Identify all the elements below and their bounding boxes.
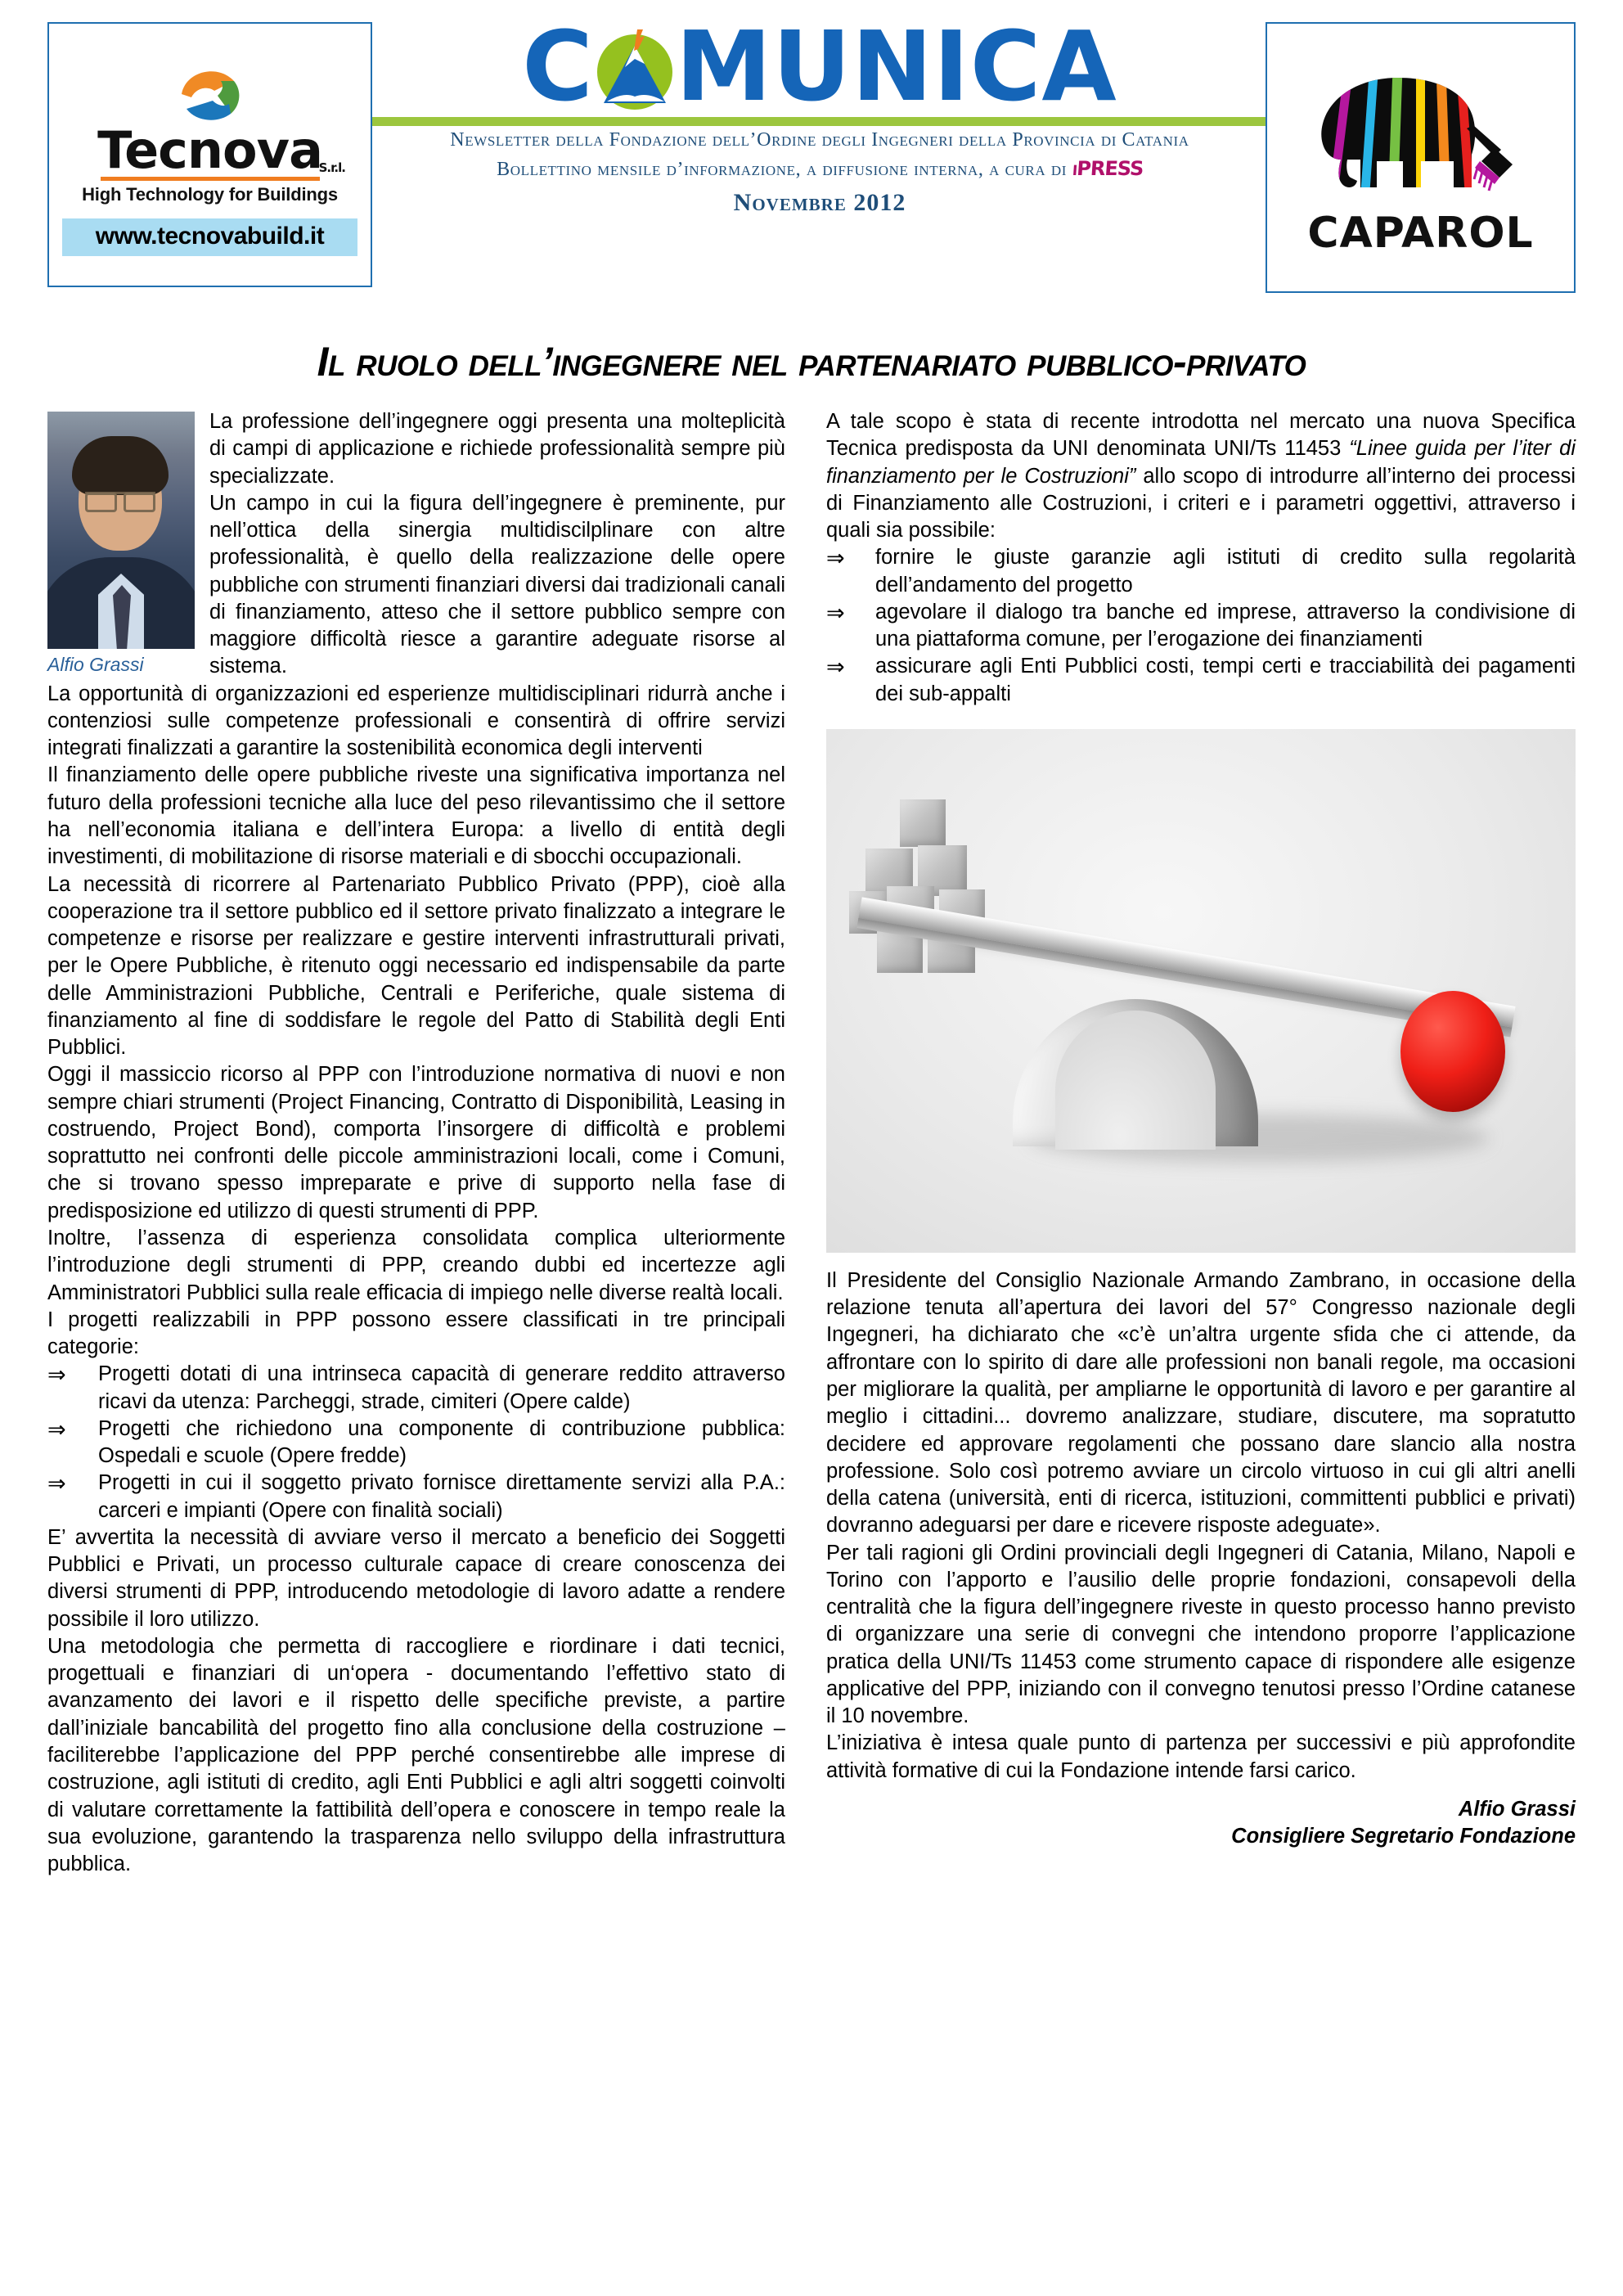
article-body — [47, 408, 1576, 1878]
left-paragraph-10: Una metodologia che permetta di raccogliere e riordinare i dati tecnici, progettuali e finanziari di un‘opera - documentando l’effettivo stato di avanzamento dei lavori e il rispetto delle specifiche previste, a partire dall’iniziale bancabilità del progetto fino alla conclusione della costruzione – faciliterebbe l’applicazione del PPP perché consentirebbe alle imprese di costruzione, agli istituti di credito, agli Enti Pubblici e agli altri soggetti coinvolti di valutare correttamente la fattibilità dell’opera e conoscere in tempo reale la sua evoluzione, garantendo la trasparenza nello sviluppo della infrastruttura pubblica. — [47, 1634, 785, 1876]
arrow-bullet-icon: ⇒ — [826, 546, 845, 572]
masthead-subtitle-line2 — [391, 157, 1248, 181]
caparol-logo — [1267, 56, 1574, 258]
author-photo-caption: Alfio Grassi — [47, 654, 144, 675]
arrow-bullet-icon: ⇒ — [826, 655, 845, 681]
right-intro-paragraph — [826, 408, 1576, 544]
tecnova-logo — [49, 66, 371, 256]
left-paragraph-1: La professione dell’ingegnere oggi presenta una molteplicità di campi di applicazione e richiede professionalità sempre più specializzate. — [209, 410, 785, 488]
arrow-bullet-icon: ⇒ — [47, 1362, 66, 1389]
list-item — [826, 653, 1576, 708]
list-item — [47, 1416, 785, 1470]
newsletter-masthead — [391, 10, 1248, 217]
right-paragraph-1: Il Presidente del Consiglio Nazionale Armando Zambrano, in occasione della relazione tenuta all’apertura dei lavori del 57° Congresso nazionale degli Ingegneri, ha dichiarato che «c’è un’altra urgente sfida che ci attende, da affrontare con lo spirito di dare alle professioni non banali regole, ma occasioni per migliorare la qualità, per ampliarne le opportunità di lavoro e per garantire al meglio i cittadini... dovremo analizzare, studiare, discutere, ma sopratutto decidere ed approvare regolamenti che possano dare slancio alla nostra professione. Solo così potremo avviare un circolo virtuoso in cui gli altri anelli della catena (università, enti di ricerca, istituzioni, committenti pubblici e privati) dovranno adeguarsi per dare e ricevere risposte adeguate». — [826, 1268, 1576, 1537]
masthead-subtitle-line1: Newsletter della Fondazione dell’Ordine degli Ingegneri della Provincia di Catania — [450, 128, 1189, 151]
list-item-label: assicurare agli Enti Pubblici costi, tempi certi e tracciabilità dei pagamenti dei sub-appalti — [875, 655, 1576, 705]
seesaw-fulcrum — [1013, 999, 1258, 1146]
left-paragraph-6: Oggi il massiccio ricorso al PPP con l’introduzione normativa di nuovi e non sempre chiari strumenti (Project Financing, Contratto di Disponibilità, Leasing in costruendo, Project Bond), comporta l’insorgere di difficoltà e problemi soprattutto nei confronti delle piccole amministrazioni locali, come i Comuni, che si trovano spesso impreparate e prive di supporto nella fase di predisposizione ed utilizzo di questi strumenti di PPP. — [47, 1063, 785, 1222]
list-item-label: Progetti che richiedono una componente di contribuzione pubblica: Ospedali e scuole (Opere fredde) — [98, 1416, 785, 1468]
masthead-header — [47, 0, 1576, 323]
left-paragraph-3: La opportunità di organizzazioni ed esperienze multidisciplinari ridurrà anche i contenziosi sulle competenze professionali e consentirà di offrire servizi integrati finalizzati a garantire la sostenibilità economica degli interventi — [47, 682, 785, 760]
author-photo-block — [47, 412, 195, 676]
article-title: Il ruolo dell’ingegnere nel partenariato pubblico-privato — [317, 339, 1306, 385]
tecnova-wordmark — [97, 120, 345, 180]
right-intro-part2: allo scopo di introdurre all’interno dei processi di Finanziamento alle Costruzioni, i criteri e i parametri oggettivi, attraverso i quali sia possibile: — [826, 464, 1576, 542]
left-paragraph-2: Un campo in cui la figura dell’ingegnere è preminente, pur nell’ottica della sinergia multidiscilplinare con altre professionalità, è quello della realizzazione delle opere pubbliche con strumenti finanziari diversi dai tradizionali canali di finanziamento, atteso che il settore pubblico sempre con maggiore difficoltà riesce a garantire adeguate risorse al sistema. — [209, 491, 785, 678]
article-signature — [826, 1796, 1576, 1850]
caparol-brush-icon — [1467, 125, 1513, 191]
list-item — [826, 599, 1576, 654]
tecnova-legal-suffix: S.r.l. — [318, 160, 345, 175]
project-categories-list — [47, 1361, 785, 1524]
signature-role: Consigliere Segretario Fondazione — [1231, 1825, 1576, 1848]
seesaw-balance-figure — [826, 729, 1576, 1253]
right-column — [826, 408, 1576, 1878]
masthead-subtitle-line2-text: Bollettino mensile d’informazione, a diffusione interna, a cura di — [497, 158, 1067, 180]
author-photo — [47, 412, 195, 649]
arrow-bullet-icon: ⇒ — [826, 600, 845, 626]
caparol-elephant-icon — [1298, 56, 1544, 200]
left-paragraph-9: E’ avvertita la necessità di avviare verso il mercato a beneficio dei Soggetti Pubblici e Privati, un processo culturale capace di creare conoscenza dei diversi strumenti di PPP, introducendo metodologie di lavoro adatte a rendere possibile il loro utilizzo. — [47, 1525, 785, 1631]
sponsor-logo-tecnova[interactable] — [47, 22, 372, 287]
arrow-bullet-icon: ⇒ — [47, 1471, 66, 1497]
list-item — [47, 1361, 785, 1416]
sponsor-logo-caparol[interactable] — [1266, 22, 1576, 293]
left-column — [47, 408, 785, 1878]
left-paragraph-5: La necessità di ricorrere al Partenariato Pubblico Privato (PPP), cioè alla cooperazione tra il settore pubblico ed il settore privato finalizzato a integrare le competenze e risorse per realizzare e gestire interventi infrastrutturali privati, per le Opere Pubbliche, è ritenuto oggi necessario ed indispensabile da parte delle Amministrazioni Pubbliche, Centrali e Periferiche, quale sistema di finanziamento al fine di soddisfare le regole del Patto di Stabilità degli Enti Pubblici. — [47, 872, 785, 1060]
left-paragraph-8: I progetti realizzabili in PPP possono essere classificati in tre principali categorie: — [47, 1308, 785, 1359]
arrow-bullet-icon: ⇒ — [47, 1416, 66, 1443]
right-intro-part1: A tale scopo è stata di recente introdotta nel mercato una nuova Specifica Tecnica predisposta da UNI denominata UNI/Ts 11453 — [826, 410, 1576, 461]
tecnova-brand-text: Tecnova — [97, 120, 322, 180]
list-item-label: Progetti dotati di una intrinseca capacità di generare reddito attraverso ricavi da utenza: Parcheggi, strade, cimiteri (Opere calde) — [98, 1362, 785, 1413]
uni-guideline-title: “Linee guida per l’iter di finanziamento per le Costruzioni” — [826, 437, 1576, 488]
ipress-editor-mark: iPRESS — [1071, 156, 1144, 180]
right-paragraph-3: L’iniziativa è intesa quale punto di partenza per successivi e più approfondite attività formative di cui la Fondazione intende farsi carico. — [826, 1731, 1576, 1782]
tecnova-swirl-icon — [177, 66, 244, 124]
list-item-label: agevolare il dialogo tra banche ed imprese, attraverso la condivisione di una piattaforma comune, per l’erogazione dei finanziamenti — [875, 600, 1576, 651]
comunica-logo — [391, 10, 1248, 123]
caparol-wordmark: CAPAROL — [1307, 209, 1534, 258]
etna-volcano-icon — [591, 26, 679, 111]
tecnova-website-link[interactable]: www.tecnovabuild.it — [62, 218, 357, 256]
list-item — [47, 1470, 785, 1524]
uni-objectives-list — [826, 544, 1576, 708]
list-item-label: fornire le giuste garanzie agli istituti di credito sulla regolarità dell’andamento del progetto — [875, 546, 1576, 597]
left-paragraph-4: Il finanziamento delle opere pubbliche riveste una significativa importanza nel futuro della professioni tecniche alla luce del peso rilevantissimo che il settore ha nell’economia italiana e dell’intera Europa: a livello di entità degli investimenti, di mobilitazione di risorse materiali e di sbocchi occupazionali. — [47, 763, 785, 869]
left-paragraph-7: Inoltre, l’assenza di esperienza consolidata complica ulteriormente l’introduzione degli strumenti di PPP, creando dubbi ed incertezze agli Amministratori Pubblici sulla reale efficacia di impiego nelle diverse realtà locali. — [47, 1226, 785, 1304]
right-paragraph-2: Per tali ragioni gli Ordini provinciali degli Ingegneri di Catania, Milano, Napoli e Torino con l’apporto e l’ausilio delle proprie fondazioni, consapevoli della centralità che la figura dell’ingegnere riveste in questo processo hanno previsto di organizzare una serie di convegni che intendono proporre l’applicazione pratica della UNI/Ts 11453 come strumento capace di rispondere alle esigenze applicative del PPP, iniziando con il convegno tenutosi presso l’Ordine catanese il 10 novembre. — [826, 1541, 1576, 1728]
signature-name: Alfio Grassi — [1458, 1797, 1576, 1821]
issue-date: Novembre 2012 — [733, 188, 906, 216]
comunica-logo-prefix: C — [522, 10, 594, 123]
comunica-logo-suffix: MUNICA — [675, 10, 1117, 123]
tecnova-tagline: High Technology for Buildings — [82, 183, 338, 205]
list-item — [826, 544, 1576, 599]
red-sphere — [1400, 991, 1505, 1112]
list-item-label: Progetti in cui il soggetto privato fornisce direttamente servizi alla P.A.: carceri e impianti (Opere con finalità sociali) — [98, 1471, 785, 1522]
